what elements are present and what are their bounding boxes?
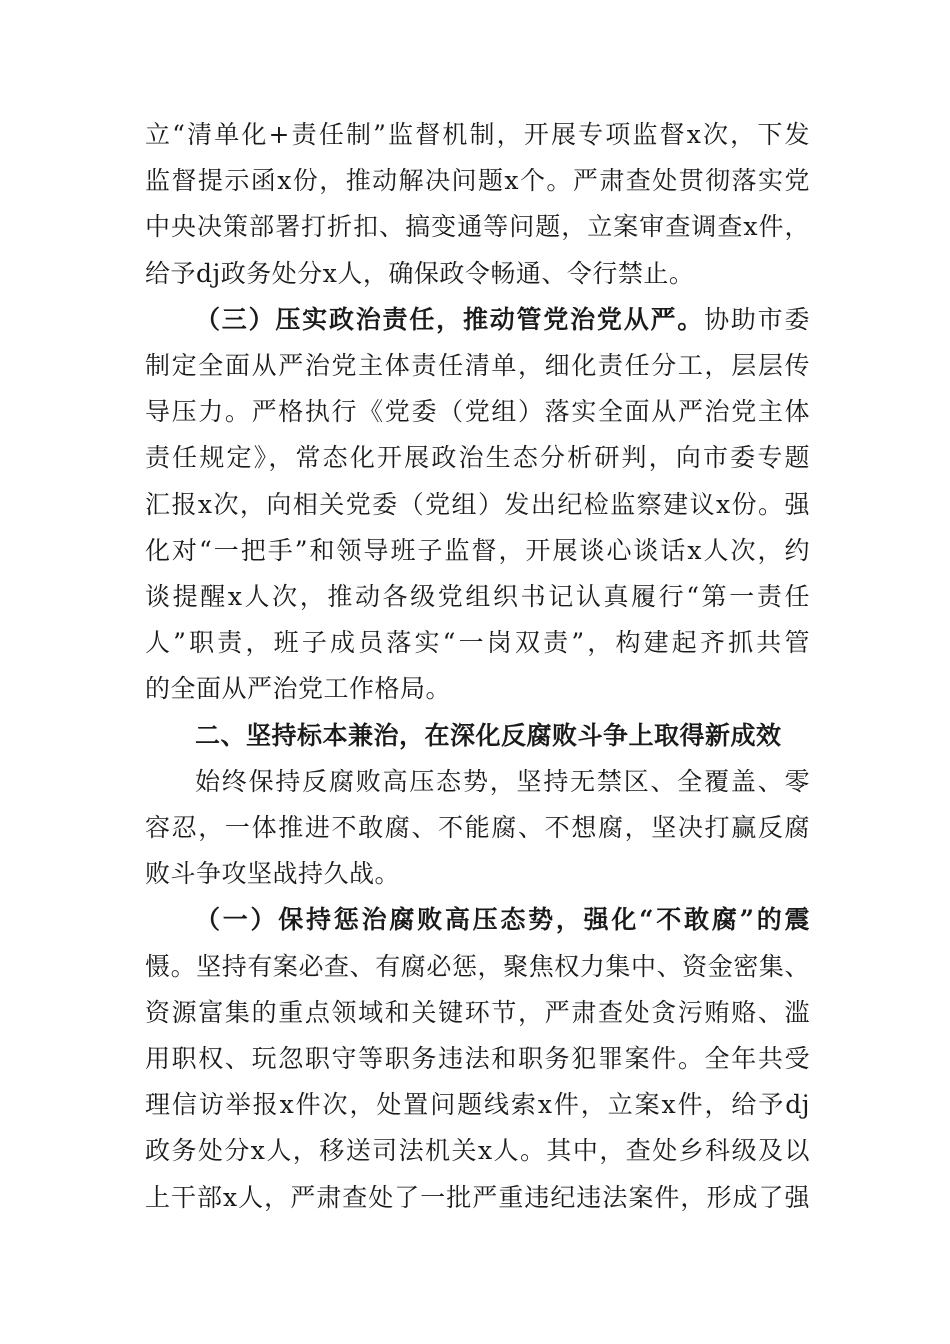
text-line: 用职权、玩忽职守等职务违法和职务犯罪案件。全年共受 — [145, 1044, 810, 1074]
section-lead: （一）保持惩治腐败高压态势，强化“不敢腐”的震 — [195, 905, 810, 935]
text-line: 败斗争攻坚战持久战。 — [145, 859, 401, 889]
text-line: 协助市委 — [704, 304, 810, 334]
text-line: 慑。坚持有案必查、有腐必惩，聚焦权力集中、资金密集、 — [145, 951, 810, 981]
paragraph-2 — [145, 297, 810, 713]
paragraph-3 — [145, 759, 810, 898]
section-heading — [145, 713, 810, 759]
text-line: 资源富集的重点领域和关键环节，严肃查处贪污贿赂、滥 — [145, 997, 810, 1027]
paragraph-1 — [145, 112, 810, 297]
text-line: 监督提示函x份，推动解决问题x个。严肃查处贯彻落实党 — [145, 166, 810, 196]
text-line: 理信访举报x件次，处置问题线索x件，立案x件，给予dj — [145, 1090, 810, 1120]
document-page — [145, 112, 810, 1221]
text-line: 导压力。严格执行《党委（党组）落实全面从严治党主体 — [145, 397, 810, 427]
text-line: 容忍，一体推进不敢腐、不能腐、不想腐，坚决打赢反腐 — [145, 813, 810, 843]
paragraph-4 — [145, 897, 810, 1220]
text-line: 上干部x人，严肃查处了一批严重违纪违法案件，形成了强 — [145, 1182, 810, 1212]
text-line: 政务处分x人，移送司法机关x人。其中，查处乡科级及以 — [145, 1136, 810, 1166]
text-line: 汇报x次，向相关党委（党组）发出纪检监察建议x份。强 — [145, 489, 810, 519]
text-line: 给予dj政务处分x人，确保政令畅通、令行禁止。 — [145, 258, 695, 288]
text-line: 责任规定》，常态化开展政治生态分析研判，向市委专题 — [145, 443, 810, 473]
text-line: 制定全面从严治党主体责任清单，细化责任分工，层层传 — [145, 351, 810, 381]
section-lead: （三）压实政治责任，推动管党治党从严。 — [195, 304, 705, 334]
text-line: 立“清单化+责任制”监督机制，开展专项监督x次，下发 — [145, 120, 810, 149]
text-line: 始终保持反腐败高压态势，坚持无禁区、全覆盖、零 — [195, 766, 810, 796]
text-line: 谈提醒x人次，推动各级党组织书记认真履行“第一责任 — [145, 582, 810, 612]
text-line: 人”职责，班子成员落实“一岗双责”，构建起齐抓共管 — [145, 628, 810, 658]
text-line-with-lead — [145, 297, 810, 343]
heading-text: 二、坚持标本兼治，在深化反腐败斗争上取得新成效 — [195, 720, 782, 750]
text-line: 的全面从严治党工作格局。 — [145, 674, 452, 704]
text-line: 中央决策部署打折扣、搞变通等问题，立案审查调查x件， — [145, 212, 810, 242]
text-line: 化对“一把手”和领导班子监督，开展谈心谈话x人次，约 — [145, 535, 810, 565]
